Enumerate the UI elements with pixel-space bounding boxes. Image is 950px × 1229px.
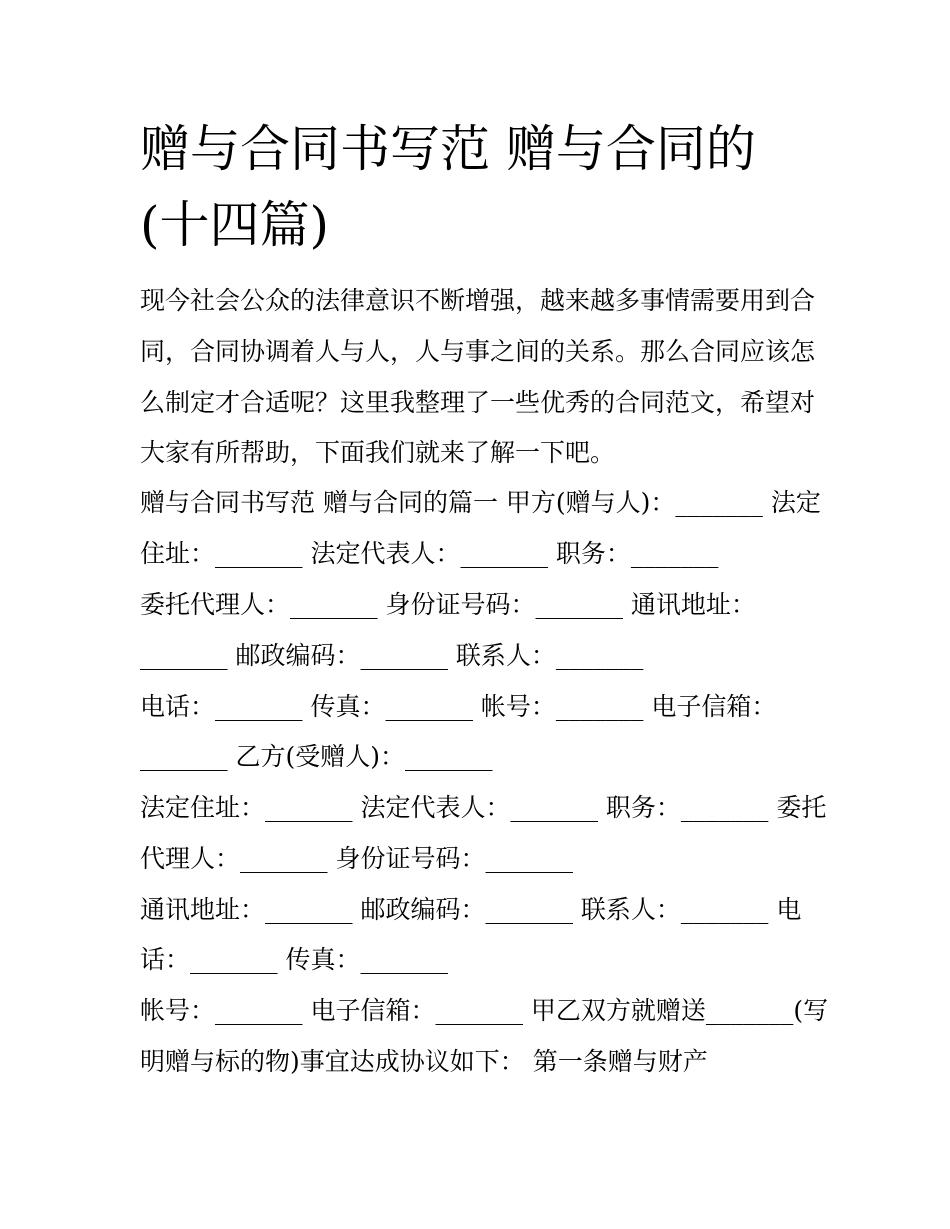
intro-line-3: 么制定才合适呢？这里我整理了一些优秀的合同范文，希望对 [140,388,816,417]
document-title-line-2: (十四篇) [140,196,330,254]
contract-line-5: 电话：_______ 传真：_______ 帐号：_______ 电子信箱： [140,692,777,721]
contract-line-6: _______ 乙方(受赠人)：_______ [140,742,493,771]
contract-line-11: 帐号：_______ 电子信箱：_______ 甲乙双方就赠送_______(写 [140,996,829,1025]
intro-line-2: 同，合同协调着人与人，人与事之间的关系。那么合同应该怎 [140,337,816,366]
intro-line-1: 现今社会公众的法律意识不断增强，越来越多事情需要用到合 [140,286,816,315]
contract-line-12: 明赠与标的物)事宜达成协议如下： 第一条赠与财产 [140,1047,708,1076]
document-title-line-1: 赠与合同书写范 赠与合同的 [140,120,756,178]
contract-line-4: _______ 邮政编码：_______ 联系人：_______ [140,641,644,670]
contract-line-2: 住址：_______ 法定代表人：_______ 职务：_______ [140,539,719,568]
contract-line-1: 赠与合同书写范 赠与合同的篇一 甲方(赠与人)：_______ 法定 [140,488,821,517]
contract-line-7: 法定住址：_______ 法定代表人：_______ 职务：_______ 委托 [140,793,827,822]
intro-line-4: 大家有所帮助，下面我们就来了解一下吧。 [140,438,616,467]
contract-line-9: 通讯地址：_______ 邮政编码：_______ 联系人：_______ 电 [140,895,802,924]
contract-line-10: 话：_______ 传真：_______ [140,945,448,974]
contract-line-3: 委托代理人：_______ 身份证号码：_______ 通讯地址： [140,590,756,619]
contract-line-8: 代理人：_______ 身份证号码：_______ [140,844,573,873]
